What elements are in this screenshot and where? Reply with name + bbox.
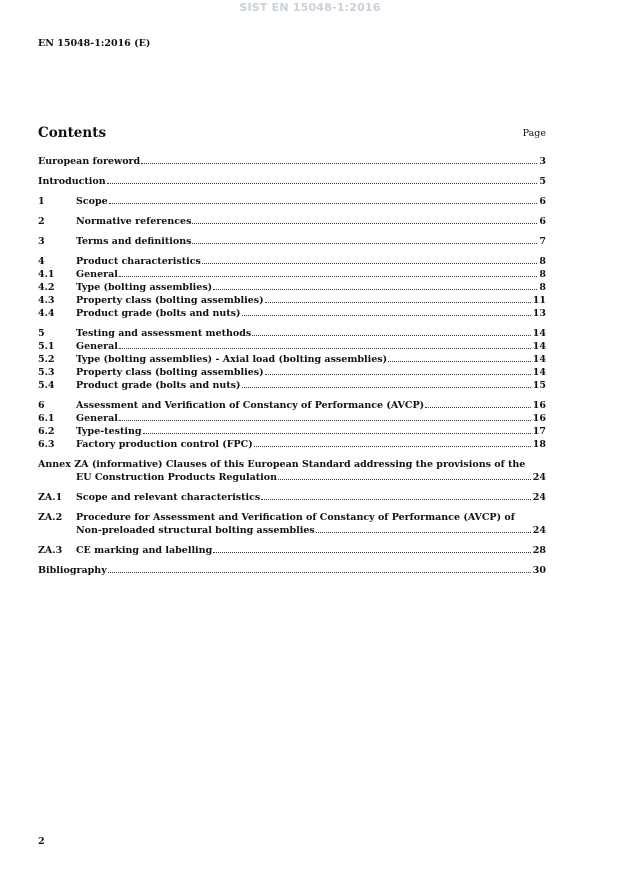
toc-entry[interactable] <box>38 256 546 269</box>
toc-leader-dots <box>141 163 537 164</box>
toc-section-title: Product grade (bolts and nuts) <box>76 308 241 319</box>
toc-section-number: ZA.3 <box>38 545 63 556</box>
toc-section-title: General <box>76 413 118 424</box>
toc-section-number: 4.1 <box>38 269 55 280</box>
toc-entry[interactable] <box>38 176 546 189</box>
toc-leader-dots <box>109 203 538 204</box>
toc-page-number: 14 <box>532 354 546 365</box>
toc-section-title: Assessment and Verification of Constancy of Performance (AVCP) <box>76 400 425 411</box>
toc-section-number: 3 <box>38 236 45 247</box>
toc-section-number: 6.2 <box>38 426 55 437</box>
toc-entry[interactable] <box>38 216 546 229</box>
toc-section-title: Testing and assessment methods <box>76 328 252 339</box>
toc-leader-dots <box>388 361 531 362</box>
toc-page-number: 6 <box>539 216 546 227</box>
toc-section-number: 2 <box>38 216 45 227</box>
toc-section-title: Property class (bolting assemblies) <box>76 367 264 378</box>
toc-page-number: 3 <box>539 156 546 167</box>
toc-entry[interactable] <box>38 341 546 354</box>
toc-section-number: 6 <box>38 400 45 411</box>
toc-section-number: 5 <box>38 328 45 339</box>
toc-entry[interactable] <box>38 295 546 308</box>
toc-leader-dots <box>242 387 531 388</box>
toc-entry[interactable] <box>38 380 546 393</box>
toc-section-number: 4.3 <box>38 295 55 306</box>
toc-page-number: 28 <box>532 545 546 556</box>
toc-section-number: 4 <box>38 256 45 267</box>
page-column-label: Page <box>522 128 546 139</box>
toc-entry[interactable] <box>38 426 546 439</box>
watermark: SIST EN 15048-1:2016 <box>239 1 381 14</box>
toc-leader-dots <box>119 420 531 421</box>
toc-entry-annex-za-line2[interactable] <box>38 472 546 485</box>
toc-leader-dots <box>213 289 537 290</box>
toc-entry[interactable] <box>38 328 546 341</box>
toc-leader-dots <box>278 479 531 480</box>
toc-entry[interactable] <box>38 156 546 169</box>
toc-entry-annex-za[interactable] <box>38 459 546 472</box>
toc-section-number: 6.1 <box>38 413 55 424</box>
toc-entry-za2-line2[interactable] <box>38 525 546 538</box>
toc-leader-dots <box>143 433 531 434</box>
toc-section-title: European foreword <box>38 156 141 167</box>
toc-leader-dots <box>265 302 531 303</box>
toc-leader-dots <box>119 348 531 349</box>
toc-page-number: 24 <box>532 472 546 483</box>
toc-page-number: 24 <box>532 492 546 503</box>
toc-page-number: 18 <box>532 439 546 450</box>
document-id: EN 15048-1:2016 (E) <box>38 38 151 49</box>
toc-leader-dots <box>252 335 531 336</box>
toc-entry[interactable] <box>38 439 546 452</box>
toc-page-number: 8 <box>539 269 546 280</box>
toc-page-number: 14 <box>532 328 546 339</box>
toc-section-title: Product grade (bolts and nuts) <box>76 380 241 391</box>
toc-entry[interactable] <box>38 282 546 295</box>
toc-page-number: 24 <box>532 525 546 536</box>
toc-page-number: 15 <box>532 380 546 391</box>
toc-entry[interactable] <box>38 413 546 426</box>
toc-leader-dots <box>119 276 537 277</box>
toc-page-number: 8 <box>539 282 546 293</box>
toc-section-title-line1: Procedure for Assessment and Verification of Constancy of Performance (AVCP) of <box>76 512 515 523</box>
toc-entry-za1[interactable] <box>38 492 546 505</box>
toc-page-number: 6 <box>539 196 546 207</box>
toc-section-title-line2: Non-preloaded structural bolting assemblies <box>76 525 315 536</box>
toc-page-number: 17 <box>532 426 546 437</box>
toc-page-number: 16 <box>532 413 546 424</box>
toc-section-title: Type (bolting assemblies) - Axial load (bolting assemblies) <box>76 354 388 365</box>
toc-entry-bibliography[interactable] <box>38 565 546 578</box>
toc-page-number: 8 <box>539 256 546 267</box>
toc-annex-title-line2: EU Construction Products Regulation <box>76 472 277 483</box>
toc-page-number: 30 <box>532 565 546 576</box>
toc-section-number: 4.2 <box>38 282 55 293</box>
toc-section-number: 1 <box>38 196 45 207</box>
toc-leader-dots <box>213 552 531 553</box>
toc-section-title: Product characteristics <box>76 256 201 267</box>
toc-entry[interactable] <box>38 236 546 249</box>
toc-annex-title-line1: Annex ZA (informative) Clauses of this European Standard addressing the provisions of the <box>38 459 526 470</box>
toc-page-number: 7 <box>539 236 546 247</box>
toc-leader-dots <box>192 243 537 244</box>
toc-page-number: 11 <box>532 295 546 306</box>
toc-section-title: Property class (bolting assemblies) <box>76 295 264 306</box>
toc-leader-dots <box>242 315 531 316</box>
toc-section-number: 4.4 <box>38 308 55 319</box>
toc-section-title: Bibliography <box>38 565 107 576</box>
table-of-contents <box>38 156 546 578</box>
toc-section-title: Factory production control (FPC) <box>76 439 253 450</box>
toc-section-number: 5.1 <box>38 341 55 352</box>
toc-entry[interactable] <box>38 400 546 413</box>
toc-leader-dots <box>265 374 531 375</box>
toc-section-title: Type-testing <box>76 426 142 437</box>
toc-page-number: 16 <box>532 400 546 411</box>
toc-leader-dots <box>254 446 531 447</box>
toc-leader-dots <box>261 499 530 500</box>
toc-leader-dots <box>425 407 531 408</box>
toc-section-title: CE marking and labelling <box>76 545 213 556</box>
contents-heading: Contents <box>38 125 107 141</box>
toc-section-title: Type (bolting assemblies) <box>76 282 213 293</box>
toc-leader-dots <box>108 572 531 573</box>
toc-entry[interactable] <box>38 354 546 367</box>
toc-section-number: 5.4 <box>38 380 55 391</box>
toc-leader-dots <box>107 183 538 184</box>
toc-entry[interactable] <box>38 196 546 209</box>
toc-leader-dots <box>192 223 537 224</box>
toc-section-title: Scope and relevant characteristics <box>76 492 261 503</box>
toc-section-number: 6.3 <box>38 439 55 450</box>
toc-entry[interactable] <box>38 367 546 380</box>
toc-section-number: ZA.2 <box>38 512 63 523</box>
toc-leader-dots <box>202 263 538 264</box>
toc-section-title: Scope <box>76 196 108 207</box>
toc-section-title: Normative references <box>76 216 192 227</box>
toc-section-number: ZA.1 <box>38 492 63 503</box>
toc-page-number: 14 <box>532 341 546 352</box>
toc-section-title: Terms and definitions <box>76 236 192 247</box>
toc-section-title: Introduction <box>38 176 106 187</box>
toc-section-title: General <box>76 269 118 280</box>
toc-page-number: 5 <box>539 176 546 187</box>
toc-entry-za3[interactable] <box>38 545 546 558</box>
toc-page-number: 13 <box>532 308 546 319</box>
toc-section-number: 5.2 <box>38 354 55 365</box>
toc-entry[interactable] <box>38 269 546 282</box>
toc-section-number: 5.3 <box>38 367 55 378</box>
toc-entry[interactable] <box>38 308 546 321</box>
toc-entry-za2[interactable] <box>38 512 546 525</box>
toc-page-number: 14 <box>532 367 546 378</box>
page-number: 2 <box>38 836 45 847</box>
toc-section-title: General <box>76 341 118 352</box>
toc-leader-dots <box>316 532 531 533</box>
